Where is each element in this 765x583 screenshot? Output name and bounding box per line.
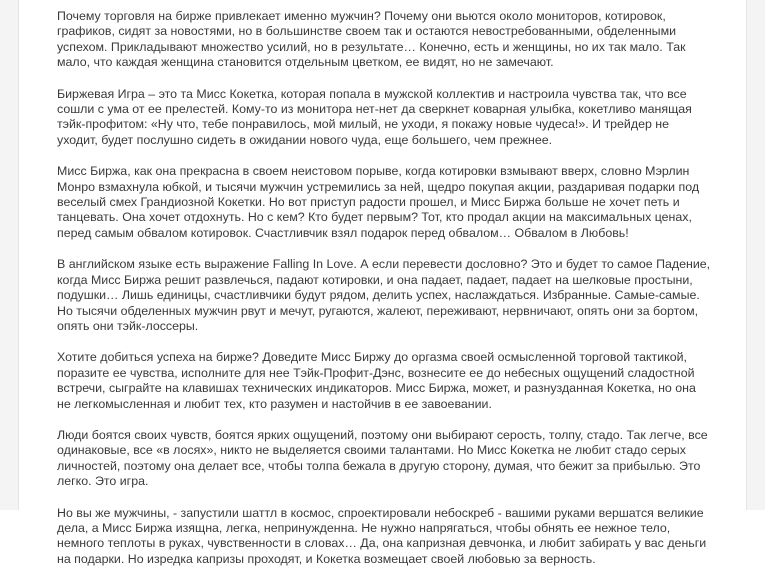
article-body <box>57 9 711 583</box>
right-margin-rail <box>746 0 765 510</box>
paragraph-3: Мисс Биржа, как она прекрасна в своем неистовом порыве, когда котировки взмывают вверх, словно Мэрлин Монро взмахнула юбкой, и тысячи мужчин устремились за ней, щедро покупая акции, раздаривая подарки под веселый смех Грандиозной Кокетки. Но вот приступ радости прошел, и Мисс Биржа больше не хочет петь и танцевать. Она хочет отдохнуть. Но с кем? Кто будет первым? Тот, кто продал акции на максимальных ценах, перед самым обвалом котировок. Счастливчик взял подарок перед обвалом… Обвалом в Любовь! <box>57 164 700 240</box>
paragraph-7: Но вы же мужчины, - запустили шаттл в космос, спроектировали небоскреб - вашими руками вершатся великие дела, а Мисс Биржа изящна, легка, непринужденна. Не нужно напрягаться, чтобы обнять ее нежное тело, немного теплоты в руках, чувственности в словах… Да, она капризная девчонка, и любит забирать у вас деньги на подарки. Но изредка капризы проходят, и Кокетка возмещает своей любовью за верность. <box>57 505 707 566</box>
left-margin-rail <box>0 0 19 510</box>
paragraph-2: Биржевая Игра – это та Мисс Кокетка, которая попала в мужской коллектив и настроила чувства так, что все сошли с ума от ее прелестей. Кому-то из монитора нет-нет да сверкнет коварная улыбка, кокетливо манящая тэйк-профитом: «Ну что, тебе понравилось, мой милый, не уходи, я покажу новые чудеса!». И трейдер не уходит, будет послушно сидеть в ожидании нового чуда, еще большего, чем прежнее. <box>57 86 692 147</box>
paragraph-5: Хотите добиться успеха на бирже? Доведите Мисс Биржу до оргазма своей осмысленной торговой тактикой, поразите ее чувства, исполните для нее Тэйк-Профит-Дэнс, вознесите ее до небесных ощущений сладостной встречи, сыграйте на клавишах технических индикаторов. Мисс Биржа, может, и разнузданная Кокетка, но она не легкомысленная и любит тех, кто разумен и настойчив в ее завоевании. <box>57 350 696 411</box>
paragraph-1: Почему торговля на бирже привлекает именно мужчин? Почему они вьются около мониторов, котировок, графиков, сидят за новостями, но в большинстве своем так и остаются невостребованными, обделенными успехом. Прикладывают множество усилий, но в результате… Конечно, есть и женщины, но их так мало. Так мало, что каждая женщина становится отдельным цветком, ее видят, но не замечают. <box>57 9 686 70</box>
paragraph-6: Люди боятся своих чувств, боятся ярких ощущений, поэтому они выбирают серость, толпу, стадо. Так легче, все одинаковые, все «в лосях», никто не выделяется своими талантами. Но Мисс Кокетка не любит стадо серых личностей, поэтому она делает все, чтобы толпа бежала в другую сторону, думая, что бежит за прибылью. Это легко. Это игра. <box>57 427 708 489</box>
paragraph-4: В английском языке есть выражение Falling In Love. А если перевести дословно? Это и будет то самое Падение, когда Мисс Биржа решит развлечься, падают котировки, и она падает, падает, падает на шелковые простыни, подушки… Лишь единицы, счастливчики будут рядом, делить успех, наслаждаться. Избранные. Самые-самые. Но тысячи обделенных мужчин рвут и мечут, ругаются, жалеют, переживают, нервничают, опять они за бортом, опять они тэйк-лоссеры. <box>57 257 711 333</box>
